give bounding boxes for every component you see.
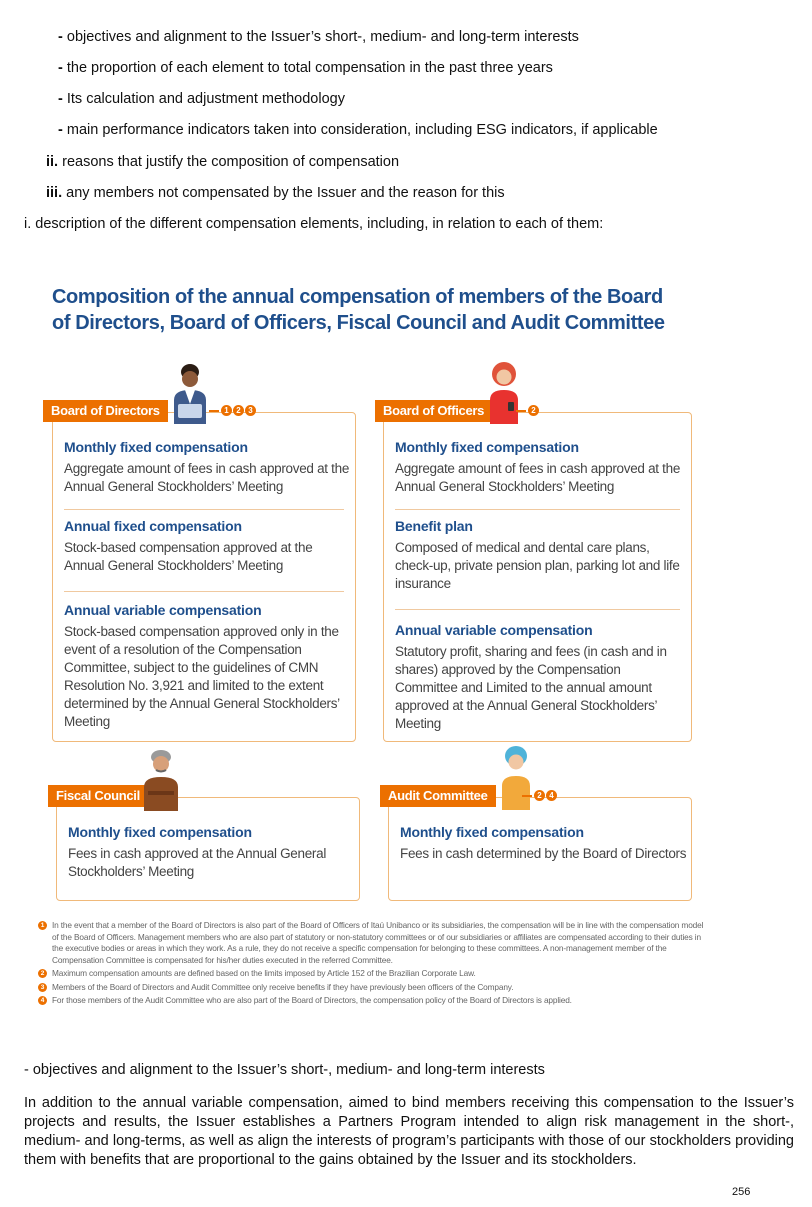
bod-annual-fixed: Annual fixed compensation Stock-based compensation approved at the Annual General Stockholders’ Meeting [64, 518, 313, 573]
boo-footnote-markers [516, 405, 539, 416]
director-avatar-icon [168, 360, 212, 424]
figure-footnotes [38, 920, 710, 1009]
objectives-heading: - objectives and alignment to the Issuer’s short-, medium- and long-term interests [24, 1062, 545, 1078]
footnote-marker: 4 [546, 790, 557, 801]
item-i: i. description of the different compensation elements, including, in relation to each of them: [24, 216, 604, 232]
footnote: 1 In the event that a member of the Board of Directors is also part of the Board of Officers of Itaú Unibanco or its subsidiaries, the compensation will be in line with the compensation model of the Board of Officers. Management members who are also part of statutory or non-statutory committees or of our subsidiaries or affiliates are compensated according to their duties in the executive bodies or areas in which they work. As a rule, they do not receive a specific compensation for belonging to these committees. A non-management member of the Compensation Committee is compensated for his/her duties executed in the referred Committee. [38, 920, 710, 966]
partners-program-paragraph: In addition to the annual variable compensation, aimed to bind members receiving this compensation to the Issuer’s projects and results, the Issuer establishes a Partners Program intended to align risk management in the short-, medium- and long-terms, as well as align the interests of program’s participants with those of our stockholders providing them with benefits that are proportional to the gains obtained by the Issuer and its stockholders. [24, 1095, 794, 1168]
methodology-bullet: - Its calculation and adjustment methodology [58, 91, 345, 107]
footnote-marker: 1 [221, 405, 232, 416]
audit-committee-card [388, 797, 692, 901]
fiscal-council-avatar-icon [138, 745, 184, 811]
footnote-marker: 2 [528, 405, 539, 416]
compensation-figure [38, 272, 710, 1040]
proportion-bullet: - the proportion of each element to total compensation in the past three years [58, 60, 553, 76]
divider [64, 591, 344, 592]
board-of-officers-card [383, 412, 692, 742]
footnote-marker: 3 [245, 405, 256, 416]
boo-benefit-plan: Benefit plan Composed of medical and dental care plans, check-up, private pension plan, parking lot and life insurance [395, 518, 680, 591]
footnote-marker: 2 [233, 405, 244, 416]
item-ii: ii. reasons that justify the composition of compensation [46, 154, 400, 170]
item-iii: iii. any members not compensated by the Issuer and the reason for this [46, 185, 505, 201]
audit-committee-tag: Audit Committee [380, 785, 496, 807]
figure-title: Composition of the annual compensation of members of the Board of Directors, Board of Officers, Fiscal Council and Audit Committee [52, 286, 665, 334]
ac-monthly-fixed: Monthly fixed compensation Fees in cash determined by the Board of Directors [400, 824, 687, 861]
board-of-directors-tag: Board of Directors [43, 400, 168, 422]
page-number: 256 [732, 1186, 751, 1198]
fc-monthly-fixed: Monthly fixed compensation Fees in cash approved at the Annual General Stockholders’ Meeting [68, 824, 327, 879]
boo-monthly-fixed: Monthly fixed compensation Aggregate amount of fees in cash approved at the Annual General Stockholders’ Meeting [395, 439, 681, 494]
bod-monthly-fixed: Monthly fixed compensation Aggregate amount of fees in cash approved at the Annual General Stockholders’ Meeting [64, 439, 350, 494]
indicators-bullet: - main performance indicators taken into consideration, including ESG indicators, if applicable [58, 122, 658, 138]
objectives-bullet: - objectives and alignment to the Issuer’s short-, medium- and long-term interests [58, 29, 579, 45]
divider [64, 509, 344, 510]
bod-footnote-markers [209, 405, 256, 416]
divider [395, 509, 680, 510]
fiscal-council-tag: Fiscal Council [48, 785, 148, 807]
footnote: 2 Maximum compensation amounts are defined based on the limits imposed by Article 152 of the Brazilian Corporate Law. [38, 968, 710, 980]
board-of-directors-card [52, 412, 356, 742]
bod-annual-variable: Annual variable compensation Stock-based compensation approved only in the event of a resolution of the Compensation Committee, subject to the guidelines of CMN Resolution No. 3,921 and limited to the extent determined by the Annual General Stockholders’ Meeting [64, 602, 340, 729]
footnote: 4 For those members of the Audit Committee who are also part of the Board of Directors, the compensation policy of the Board of Directors is applied. [38, 995, 710, 1007]
board-of-officers-tag: Board of Officers [375, 400, 492, 422]
fiscal-council-card [56, 797, 360, 901]
footnote-marker: 2 [534, 790, 545, 801]
footnote: 3 Members of the Board of Directors and Audit Committee only receive benefits if they have previously been officers of the Company. [38, 982, 710, 994]
boo-annual-variable: Annual variable compensation Statutory profit, sharing and fees (in cash and in shares) approved by the Compensation Committee and Limited to the annual amount approved at the Annual General Stockholders’ Meeting [395, 622, 667, 731]
divider [395, 609, 680, 610]
ac-footnote-markers [522, 790, 557, 801]
